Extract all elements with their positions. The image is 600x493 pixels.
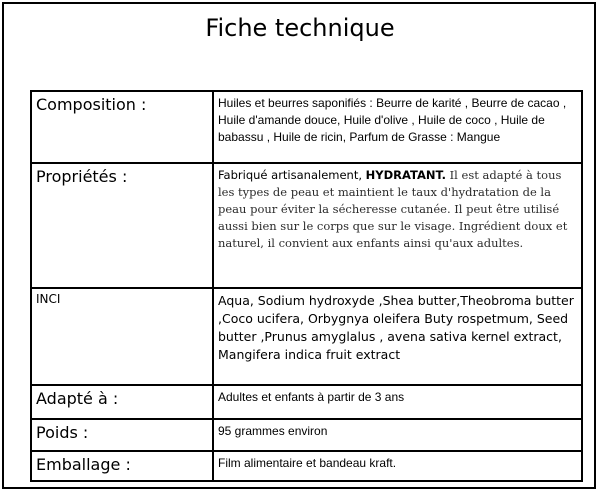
row-label-inci: INCI — [31, 288, 213, 385]
row-value-proprietes — [213, 163, 582, 288]
proprietes-highlight: HYDRATANT. — [365, 168, 446, 182]
row-label-composition: Composition : — [31, 91, 213, 163]
table-row-emballage — [31, 451, 582, 481]
table-row-adapte — [31, 385, 582, 419]
row-value-poids: 95 grammes environ — [213, 419, 582, 451]
row-value-adapte: Adultes et enfants à partir de 3 ans — [213, 385, 582, 419]
table-row-proprietes — [31, 163, 582, 288]
proprietes-lead: Fabriqué artisanalement, — [218, 168, 366, 182]
spec-table — [30, 90, 583, 482]
table-row-composition — [31, 91, 582, 163]
row-label-poids: Poids : — [31, 419, 213, 451]
row-label-emballage: Emballage : — [31, 451, 213, 481]
row-label-adapte: Adapté à : — [31, 385, 213, 419]
page-title: Fiche technique — [205, 14, 395, 42]
row-label-proprietes: Propriétés : — [31, 163, 213, 288]
row-value-composition: Huiles et beurres saponifiés : Beurre de karité , Beurre de cacao , Huile d'amande douce, Huile d'olive , Huile de coco , Huile de babassu , Huile de ricin, Parfum de Grasse : Mangue — [213, 91, 582, 163]
row-value-inci: Aqua, Sodium hydroxyde ,Shea butter,Theobroma butter ,Coco ucifera, Orbygnya oleifera Buty rospetmum, Seed butter ,Prunus amyglalus , avena sativa kernel extract, Mangifera indica fruit extract — [213, 288, 582, 385]
table-row-poids — [31, 419, 582, 451]
row-value-emballage: Film alimentaire et bandeau kraft. — [213, 451, 582, 481]
table-row-inci — [31, 288, 582, 385]
proprietes-rest: Il est adapté à tous les types de peau et maintient le taux d'hydratation de la peau pour éviter la sécheresse cutanée. Il peut être utilisé aussi bien sur le corps que sur le visage. Ingrédient doux et naturel, il convient aux enfants ainsi qu'aux adultes. — [218, 168, 568, 250]
